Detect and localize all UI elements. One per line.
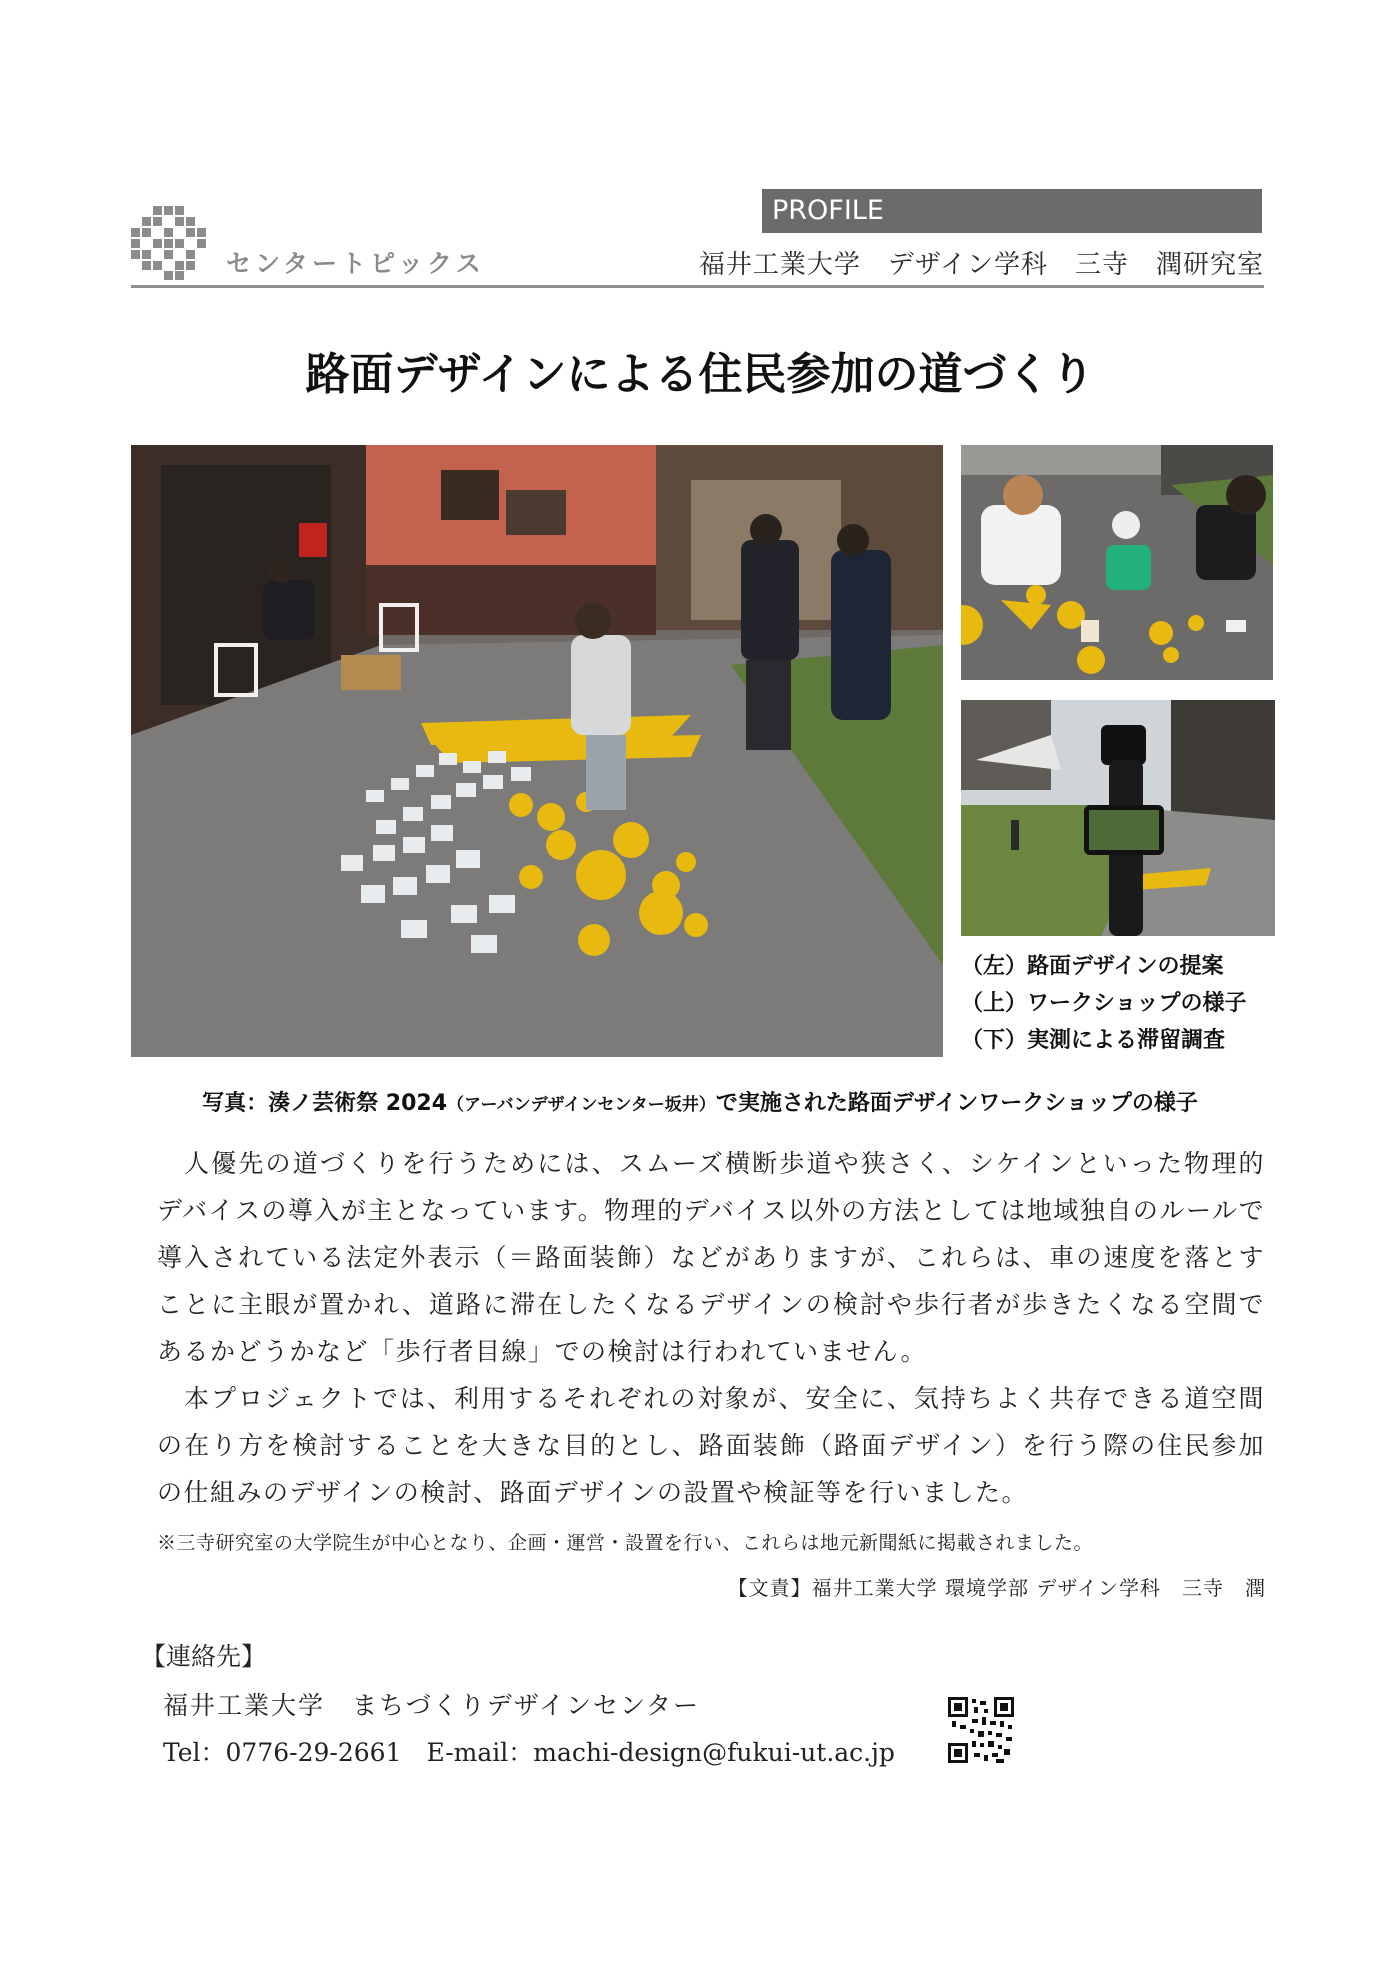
qr-code-icon[interactable]	[948, 1697, 1014, 1763]
caption-paren: （アーバンデザインセンター坂井）	[447, 1095, 716, 1115]
profile-label: PROFILE	[762, 189, 1262, 233]
header-divider	[131, 285, 1264, 288]
caption-prefix: 写真：湊ノ芸術祭 2024	[202, 1091, 448, 1116]
author-credit: 【文責】福井工業大学 環境学部 デザイン学科 三寺 潤	[727, 1576, 1266, 1600]
caption-top: （上）ワークショップの様子	[961, 991, 1247, 1016]
photo-caption	[0, 1086, 1400, 1117]
caption-left: （左）路面デザインの提案	[961, 954, 1224, 979]
page-title: 路面デザインによる住民参加の道づくり	[305, 349, 1095, 400]
body-paragraph: 人優先の道づくりを行うためには、スムーズ横断歩道や狭さく、シケインといった物理的デバイスの導入が主となっています。物理的デバイス以外の方法としては地域独自のルールで導入されている法定外表示（＝路面装飾）などがありますが、これらは、車の速度を落とすことに主眼が置かれ、道路に滞在したくなるデザインの検討や歩行者が歩きたくなる空間であるかどうかなど「歩行者目線」での検討は行われていません。	[157, 1149, 1265, 1366]
contact-organization: 福井工業大学 まちづくりデザインセンター	[163, 1691, 701, 1720]
section-name: センタートピックス	[226, 249, 485, 278]
contact-heading: 【連絡先】	[141, 1642, 267, 1671]
photo-stay-survey	[961, 700, 1275, 936]
caption-bottom: （下）実測による滞留調査	[961, 1028, 1226, 1053]
side-captions	[961, 948, 1247, 1059]
body-paragraph: 本プロジェクトでは、利用するそれぞれの対象が、安全に、気持ちよく共存できる道空間の在り方を検討することを大きな目的とし、路面装飾（路面デザイン）を行う際の住民参加の仕組みのデザインの検討、路面デザインの設置や検証等を行いました。	[157, 1384, 1265, 1507]
profile-lab-name: 福井工業大学 デザイン学科 三寺 潤研究室	[698, 250, 1264, 280]
footnote: ※三寺研究室の大学院生が中心となり、企画・運営・設置を行い、これらは地元新聞紙に掲載されました。	[157, 1532, 1094, 1554]
caption-suffix: で実施された路面デザインワークショップの様子	[715, 1091, 1198, 1116]
body-text	[157, 1140, 1265, 1516]
photo-road-design-proposal	[131, 445, 943, 1057]
photo-workshop	[961, 445, 1273, 680]
center-logo-icon	[131, 206, 207, 280]
contact-tel-email: Tel：0776-29-2661 E-mail：machi-design@fukui-ut.ac.jp	[163, 1738, 895, 1767]
